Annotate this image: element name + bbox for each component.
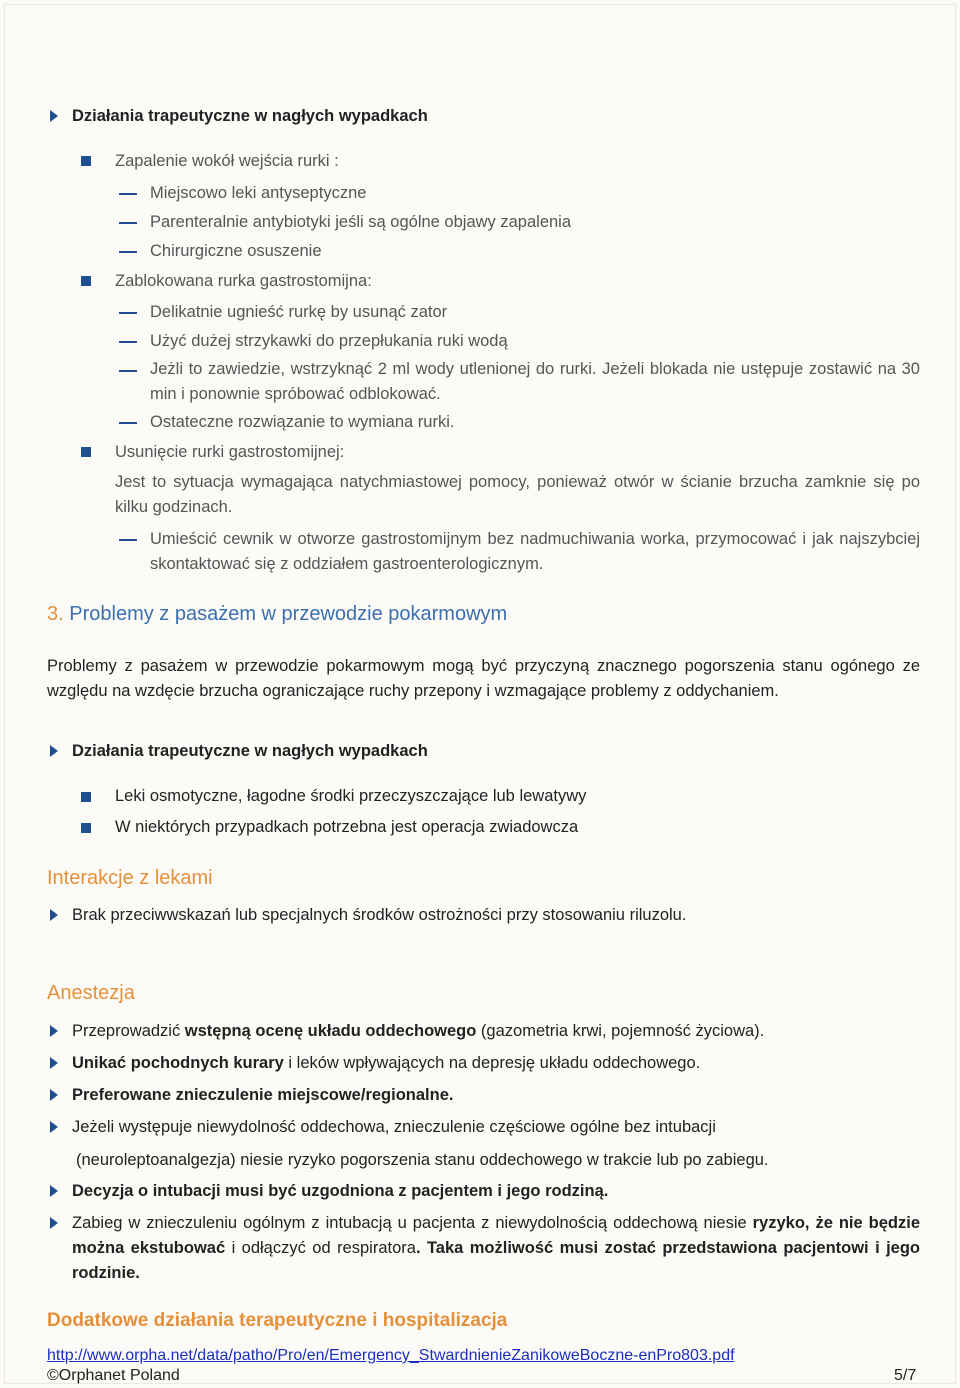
list-item: Brak przeciwwskazań lub specjalnych środków ostrożności przy stosowaniu riluzolu. bbox=[72, 906, 687, 924]
paragraph: Problemy z pasażem w przewodzie pokarmowym mogą być przyczyną znacznego pogorszenia stanu ogónego ze względu na wzdęcie brzucha ograniczające ruchy przepony i wzmagające problemy z oddychaniem. bbox=[47, 657, 920, 700]
section-title-text: Problemy z pasażem w przewodzie pokarmowym bbox=[69, 603, 508, 625]
bold-text: Unikać pochodnych kurary bbox=[72, 1054, 284, 1072]
arrow-bullet-icon bbox=[50, 909, 58, 921]
paragraph: Jest to sytuacja wymagająca natychmiastowej pomocy, ponieważ otwór w ścianie brzucha zamknie się po kilku godzinach. bbox=[115, 473, 920, 516]
sub-list-item: Chirurgiczne osuszenie bbox=[150, 242, 322, 260]
list-item-continuation: (neuroleptoanalgezja) niesie ryzyko pogorszenia stanu oddechowego w trakcie lub po zabiegu. bbox=[76, 1151, 769, 1169]
arrow-bullet-icon bbox=[50, 745, 58, 757]
square-bullet-icon bbox=[81, 156, 91, 166]
text-run: i leków wpływających na depresję układu oddechowego. bbox=[283, 1054, 701, 1072]
copyright: ©Orphanet Poland bbox=[47, 1367, 180, 1384]
dash-bullet-icon bbox=[119, 251, 137, 253]
list-item: W niektórych przypadkach potrzebna jest operacja zwiadowcza bbox=[115, 818, 579, 836]
bold-text: ryzyko, że nie będzie można ekstubować bbox=[72, 1214, 920, 1257]
list-item: Decyzja o intubacji musi być uzgodniona z pacjentem i jego rodziną. bbox=[72, 1182, 609, 1200]
list-item bbox=[72, 1211, 920, 1286]
square-bullet-icon bbox=[81, 276, 91, 286]
dash-bullet-icon bbox=[119, 222, 137, 224]
section-title bbox=[47, 602, 507, 627]
square-bullet-icon bbox=[81, 792, 91, 802]
arrow-bullet-icon bbox=[50, 1121, 58, 1133]
section-title: Dodatkowe działania terapeutyczne i hospitalizacja bbox=[47, 1310, 508, 1331]
list-item: Preferowane znieczulenie miejscowe/regionalne. bbox=[72, 1086, 454, 1104]
list-item: Usunięcie rurki gastrostomijnej: bbox=[115, 443, 345, 461]
dash-bullet-icon bbox=[119, 312, 137, 314]
sub-list-item: Parenteralnie antybiotyki jeśli są ogólne objawy zapalenia bbox=[150, 213, 572, 231]
sub-list-item: Jeżli to zawiedzie, wstrzyknąć 2 ml wody utlenionej do rurki. Jeżeli blokada nie ustępuje zostawić na 30 min i ponownie spróbować odblokować. bbox=[150, 360, 920, 403]
arrow-bullet-icon bbox=[50, 1025, 58, 1037]
list-item: Zablokowana rurka gastrostomijna: bbox=[115, 272, 372, 290]
square-bullet-icon bbox=[81, 447, 91, 457]
section-title: Anestezja bbox=[47, 982, 135, 1004]
sub-list-item: Miejscowo leki antyseptyczne bbox=[150, 184, 367, 202]
arrow-bullet-icon bbox=[50, 110, 58, 122]
section-number: 3. bbox=[47, 603, 64, 625]
list-item: Zapalenie wokół wejścia rurki : bbox=[115, 152, 339, 170]
dash-bullet-icon bbox=[119, 370, 137, 372]
text-run: Zabieg w znieczuleniu ogólnym z intubacją u pacjenta z niewydolnością oddechową niesie bbox=[72, 1214, 753, 1232]
sub-list-item: Delikatnie ugnieść rurkę by usunąć zator bbox=[150, 303, 448, 321]
sub-list-item: Umieścić cewnik w otworze gastrostomijnym bez nadmuchiwania worka, przymocować i jak najszybciej skontaktować się z oddziałem gastroenterologicznym. bbox=[150, 530, 920, 573]
arrow-bullet-icon bbox=[50, 1217, 58, 1229]
list-item bbox=[72, 1019, 764, 1044]
dash-bullet-icon bbox=[119, 422, 137, 424]
source-link[interactable]: http://www.orpha.net/data/patho/Pro/en/Emergency_StwardnienieZanikoweBoczne-enPro803.pdf bbox=[47, 1347, 735, 1364]
page-number: 5/7 bbox=[894, 1367, 917, 1384]
square-bullet-icon bbox=[81, 823, 91, 833]
text-run: i odłączyć od respiratora bbox=[225, 1239, 416, 1257]
bold-text: . Taka możliwość musi zostać przedstawiona pacjentowi i jego rodzinie. bbox=[72, 1239, 920, 1282]
arrow-bullet-icon bbox=[50, 1185, 58, 1197]
list-item bbox=[72, 1051, 700, 1076]
arrow-bullet-icon bbox=[50, 1057, 58, 1069]
arrow-bullet-icon bbox=[50, 1089, 58, 1101]
list-item: Leki osmotyczne, łagodne środki przeczyszczające lub lewatywy bbox=[115, 787, 587, 805]
section-heading: Działania trapeutyczne w nagłych wypadkach bbox=[72, 107, 428, 125]
section-title: Interakcje z lekami bbox=[47, 867, 213, 889]
list-item: Jeżeli występuje niewydolność oddechowa, znieczulenie częściowe ogólne bez intubacji bbox=[72, 1118, 716, 1136]
dash-bullet-icon bbox=[119, 341, 137, 343]
text-run: (gazometria krwi, pojemność życiowa). bbox=[476, 1022, 765, 1040]
dash-bullet-icon bbox=[119, 193, 137, 195]
sub-list-item: Użyć dużej strzykawki do przepłukania ruki wodą bbox=[150, 332, 508, 350]
section-heading: Działania trapeutyczne w nagłych wypadkach bbox=[72, 742, 428, 760]
bold-text: wstępną ocenę układu oddechowego bbox=[184, 1022, 477, 1040]
text-run: Przeprowadzić bbox=[72, 1022, 185, 1040]
dash-bullet-icon bbox=[119, 539, 137, 541]
sub-list-item: Ostateczne rozwiązanie to wymiana rurki. bbox=[150, 413, 455, 431]
